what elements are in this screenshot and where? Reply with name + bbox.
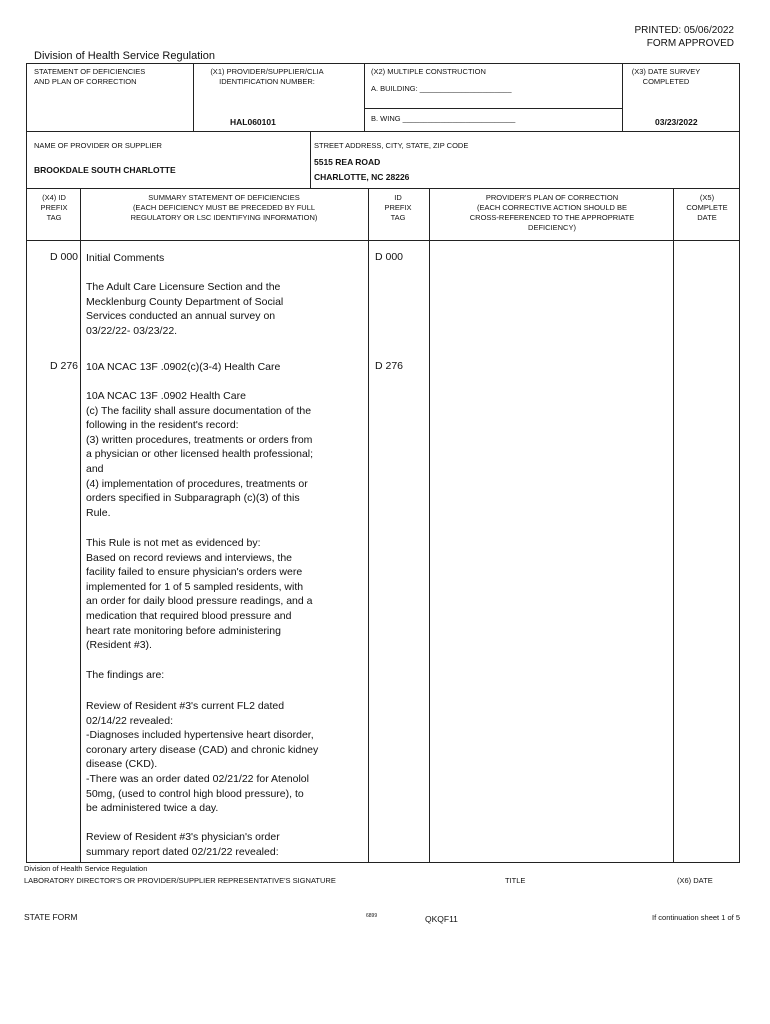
rule-text: 10A NCAC 13F .0902 Health Care (c) The facility shall assure documentation of the following in the resident's record: (3) written procedures, treatments or orders from a physician or other licensed health professional; and (4) implementation of procedures, treatments or orders specified in Subparagraph (c)(3) of this Rule. <box>86 390 314 519</box>
state-form: STATE FORM <box>24 912 78 922</box>
provider-name: BROOKDALE SOUTH CHARLOTTE <box>34 165 176 175</box>
tag-d000: D 000 <box>50 251 79 263</box>
x5-header: (X5) COMPLETE DATE <box>686 193 728 222</box>
tag-d000-right: D 000 <box>375 251 404 263</box>
building-field: A. BUILDING: ______________________ <box>371 84 512 93</box>
summary-header: SUMMARY STATEMENT OF DEFICIENCIES (EACH DEFICIENCY MUST BE PRECEDED BY FULL REGULATORY OR LSC IDENTIFYING INFORMATION) <box>130 193 318 222</box>
statement-title: STATEMENT OF DEFICIENCIES AND PLAN OF CORRECTION <box>34 67 146 86</box>
x2-label: (X2) MULTIPLE CONSTRUCTION <box>371 67 486 76</box>
city-state-zip: CHARLOTTE, NC 28226 <box>314 172 410 182</box>
id-header: ID PREFIX TAG <box>384 193 412 222</box>
fl2-review: Review of Resident #3's current FL2 dated 02/14/22 revealed: -Diagnoses included hypertensive heart disorder, coronary artery disease (CAD) and chronic kidney disease (CKD). -There was an order dated 02/21/22 for Atenolol 50mg, (used to control high blood pressure), to be administered twice a day. <box>86 700 319 815</box>
wing-field: B. WING ___________________________ <box>371 114 516 123</box>
plan-header: PROVIDER'S PLAN OF CORRECTION (EACH CORRECTIVE ACTION SHOULD BE CROSS-REFERENCED TO THE APPROPRIATE DEFICIENCY) <box>469 193 635 232</box>
provider-name-label: NAME OF PROVIDER OR SUPPLIER <box>34 141 162 150</box>
x3-label: (X3) DATE SURVEY COMPLETED <box>631 67 701 86</box>
form-code: QKQF11 <box>425 914 458 924</box>
entry-title-health-care: 10A NCAC 13F .0902(c)(3-4) Health Care <box>86 361 281 373</box>
continuation-note: If continuation sheet 1 of 5 <box>652 913 740 922</box>
provider-id: HAL060101 <box>230 117 276 127</box>
order-summary-review: Review of Resident #3's physician's order summary report dated 02/21/22 revealed: <box>86 831 280 858</box>
initial-comments-text: The Adult Care Licensure Section and the Mecklenburg County Department of Social Services conducted an annual survey on 03/22/22- 03/23/22. <box>86 281 284 337</box>
survey-date: 03/23/2022 <box>655 117 698 127</box>
street-address: 5515 REA ROAD <box>314 157 381 167</box>
findings-summary: This Rule is not met as evidenced by: Based on record reviews and interviews, the facility failed to ensure physician's orders were implemented for 1 of 5 sampled residents, with an order for daily blood pressure readings, and a medication that required blood pressure and heart rate monitoring before administering (Resident #3). <box>86 537 313 652</box>
form-status: FORM APPROVED <box>646 38 734 49</box>
signature-label: LABORATORY DIRECTOR'S OR PROVIDER/SUPPLIER REPRESENTATIVE'S SIGNATURE <box>24 876 336 885</box>
x1-label: (X1) PROVIDER/SUPPLIER/CLIA IDENTIFICATION NUMBER: <box>210 67 324 86</box>
form-number: 6899 <box>366 913 378 919</box>
footer-division: Division of Health Service Regulation <box>24 864 148 873</box>
address-label: STREET ADDRESS, CITY, STATE, ZIP CODE <box>314 141 469 150</box>
x4-header: (X4) ID PREFIX TAG <box>40 193 68 222</box>
entry-title-initial: Initial Comments <box>86 252 165 264</box>
tag-d276: D 276 <box>50 360 79 372</box>
printed-date: PRINTED: 05/06/2022 <box>634 25 734 36</box>
division-title: Division of Health Service Regulation <box>34 50 215 62</box>
title-label: TITLE <box>505 876 526 885</box>
tag-d276-right: D 276 <box>375 360 404 372</box>
x6-date-label: (X6) DATE <box>677 876 713 885</box>
findings-heading: The findings are: <box>86 669 165 681</box>
